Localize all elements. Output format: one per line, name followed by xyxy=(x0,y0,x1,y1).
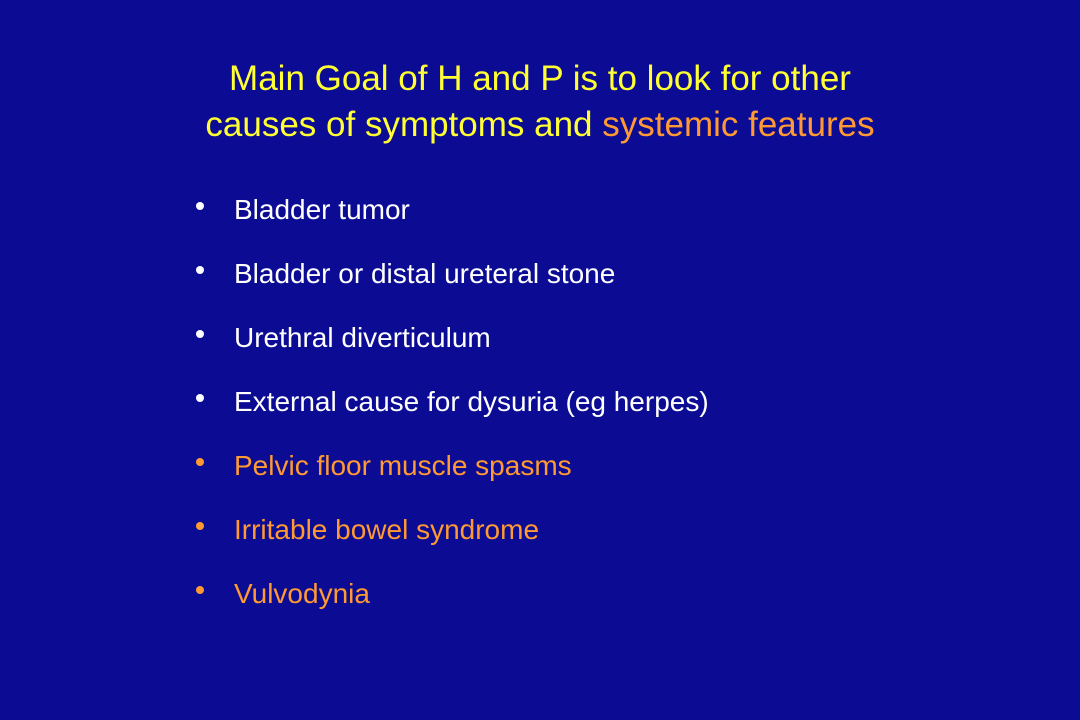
bullet-text: External cause for dysuria (eg herpes) xyxy=(234,386,709,417)
bullet-item xyxy=(196,434,709,498)
bullet-dot-icon xyxy=(196,202,204,210)
title-line-2-main: causes of symptoms and xyxy=(205,105,593,144)
bullet-text: Urethral diverticulum xyxy=(234,322,491,353)
slide-title xyxy=(0,56,1080,148)
bullet-text: Pelvic floor muscle spasms xyxy=(234,450,572,481)
bullet-text: Bladder or distal ureteral stone xyxy=(234,258,616,289)
title-line-1: Main Goal of H and P is to look for other xyxy=(229,59,851,98)
title-accent: systemic features xyxy=(602,105,875,144)
bullet-text: Vulvodynia xyxy=(234,578,370,609)
bullet-dot-icon xyxy=(196,330,204,338)
bullet-text: Irritable bowel syndrome xyxy=(234,514,540,545)
bullet-dot-icon xyxy=(196,266,204,274)
bullet-item xyxy=(196,242,709,306)
bullet-item xyxy=(196,498,709,562)
bullet-dot-icon xyxy=(196,522,204,530)
bullet-text: Bladder tumor xyxy=(234,194,410,225)
bullet-dot-icon xyxy=(196,586,204,594)
bullet-item xyxy=(196,370,709,434)
bullet-dot-icon xyxy=(196,458,204,466)
title-line-2 xyxy=(0,102,1080,148)
bullet-dot-icon xyxy=(196,394,204,402)
bullet-item xyxy=(196,178,709,242)
bullet-item xyxy=(196,562,709,626)
bullet-item xyxy=(196,306,709,370)
bullet-list xyxy=(196,178,709,626)
